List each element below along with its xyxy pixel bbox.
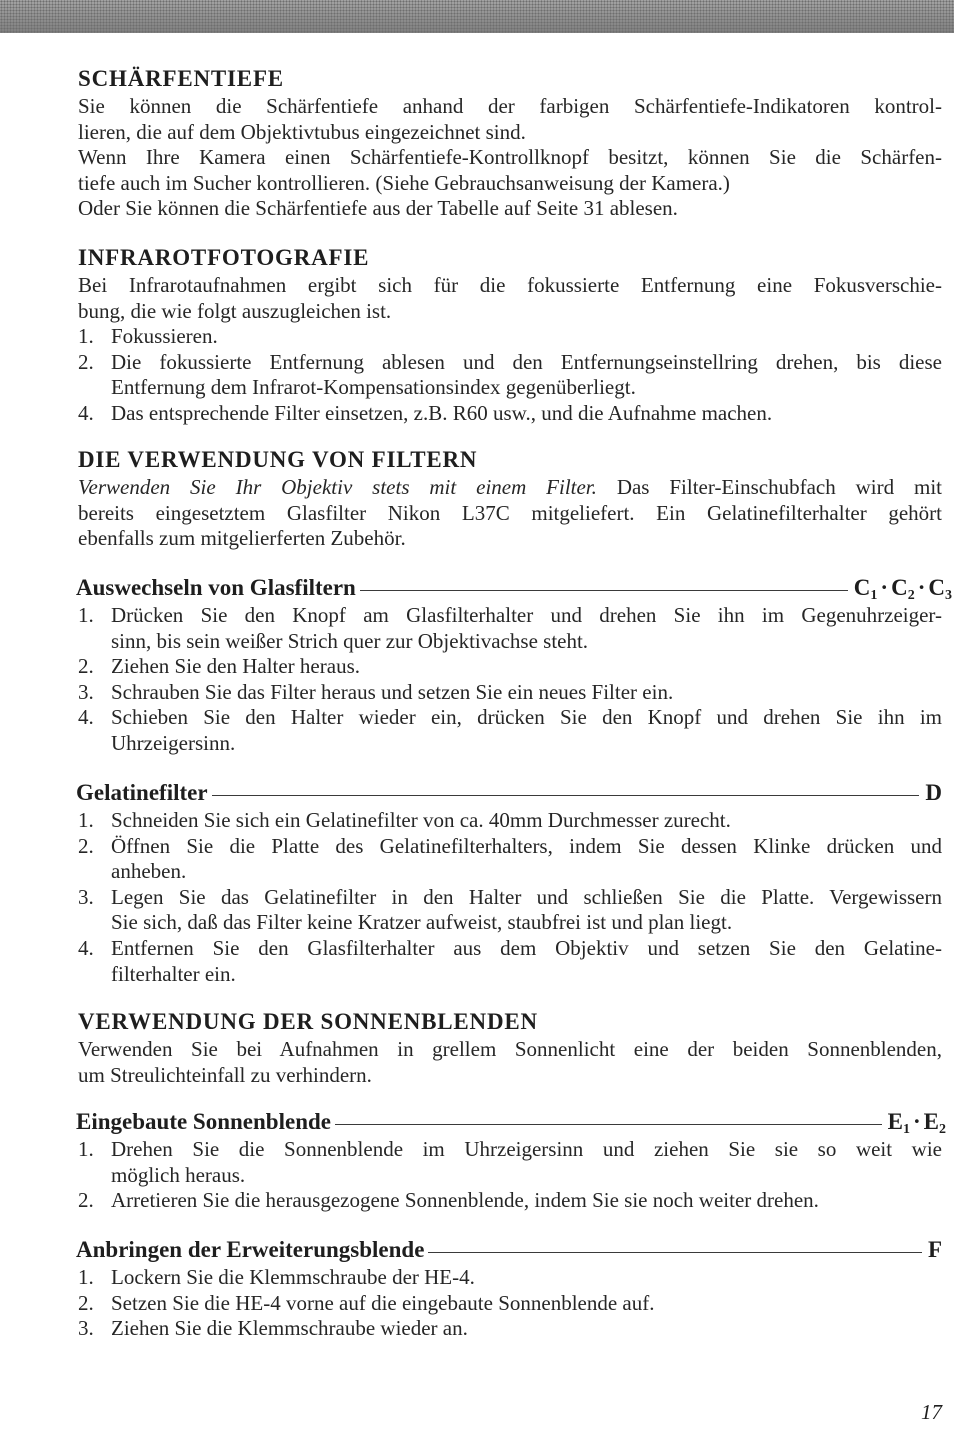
list-number: 1. (78, 324, 94, 349)
subsection-heading-row (76, 1108, 946, 1136)
list-number: 2. (78, 1188, 94, 1213)
section-builtin-hood (78, 1108, 946, 1214)
text-line: Öffnen Sie die Platte des Gelatinefilterhalters, indem Sie dessen Klinke drücken und (111, 833, 942, 858)
subsection-heading-row (76, 779, 942, 807)
list-number: 2. (78, 654, 94, 679)
text-line: Sie können die Schärfentiefe anhand der farbigen Schärfentiefe-Indikatoren kontrol- (78, 94, 942, 118)
text-line: Bei Infrarotaufnahmen ergibt sich für die fokussierte Entfernung eine Fokusverschie- (78, 273, 942, 297)
text-line (78, 475, 942, 501)
text-line: Arretieren Sie die herausgezogene Sonnenblende, indem Sie sie noch weiter drehen. (111, 1188, 819, 1213)
text-line: ebenfalls zum mitgelierferten Zubehör. (78, 526, 406, 551)
list-item (78, 1316, 942, 1342)
list-number: 1. (78, 1137, 94, 1161)
list-item (78, 324, 942, 350)
list-item (78, 1188, 942, 1214)
text-line: Legen Sie das Gelatinefilter in den Halter und schließen Sie die Platte. Vergewissern (111, 884, 942, 909)
text-line: möglich heraus. (111, 1162, 246, 1187)
list-item (78, 1137, 942, 1188)
text-line: bereits eingesetztem Glasfilter Nikon L37C mitgeliefert. Ein Gelatinefilterhalter gehört (78, 500, 942, 525)
text-line: filterhalter ein. (111, 961, 236, 986)
text-line: Oder Sie können die Schärfentiefe aus der Tabelle auf Seite 31 ablesen. (78, 196, 678, 221)
figure-code: F (927, 1237, 942, 1262)
step-list (78, 1137, 942, 1214)
text-line: Das entsprechende Filter einsetzen, z.B. R60 usw., und die Aufnahme machen. (111, 400, 773, 425)
text-line: Schieben Sie den Halter wieder ein, drücken Sie den Knopf und drehen Sie ihn im (111, 705, 942, 730)
list-number: 2. (78, 1290, 94, 1315)
code-letter: E (923, 1109, 939, 1134)
list-number: 2. (78, 349, 94, 374)
leader-rule (212, 795, 920, 796)
list-item (78, 705, 942, 756)
subsection-title: Anbringen der Erweiterungsblende (76, 1237, 425, 1262)
text-line: Drehen Sie die Sonnenblende im Uhrzeigersinn und ziehen Sie sie so weit wie (111, 1137, 942, 1161)
list-number: 3. (78, 884, 94, 909)
list-number: 1. (78, 808, 94, 832)
text-line: anheben. (111, 859, 187, 884)
section-heading: VERWENDUNG DER SONNENBLENDEN (78, 1009, 538, 1034)
section-glass-filters (78, 574, 952, 757)
code-letter: C (891, 575, 908, 600)
subsection-title: Gelatinefilter (76, 780, 208, 805)
code-separator: · (880, 575, 889, 600)
text-line: Wenn Ihre Kamera einen Schärfentiefe-Kontrollknopf besitzt, können Sie die Schärfen- (78, 145, 942, 170)
list-number: 1. (78, 1265, 94, 1289)
text-line: Verwenden Sie bei Aufnahmen in grellem Sonnenlicht eine der beiden Sonnenblenden, (78, 1037, 942, 1061)
text-line: Die fokussierte Entfernung ablesen und den Entfernungseinstellring drehen, bis diese (111, 349, 942, 374)
list-item (78, 654, 942, 680)
emphasis-text: Verwenden Sie Ihr Objektiv stets mit einem Filter. (78, 475, 597, 499)
code-separator: · (917, 575, 926, 600)
list-number: 2. (78, 833, 94, 858)
list-number: 1. (78, 603, 94, 627)
section-heading: DIE VERWENDUNG VON FILTERN (78, 447, 478, 472)
section-lens-hoods (78, 1008, 942, 1088)
text-line: Lockern Sie die Klemmschraube der HE-4. (111, 1265, 475, 1289)
list-item (78, 1265, 942, 1291)
code-subscript: 3 (945, 588, 952, 603)
list-item (78, 603, 942, 654)
subsection-title: Eingebaute Sonnenblende (76, 1109, 331, 1134)
figure-code (854, 575, 952, 601)
section-heading: INFRAROTFOTOGRAFIE (78, 245, 370, 270)
section-infrared (78, 244, 942, 427)
text-line: Fokussieren. (111, 324, 218, 349)
section-gelatin-filter (78, 779, 942, 987)
text-line: sinn, bis sein weißer Strich quer zur Objektivachse steht. (111, 628, 589, 653)
section-filters (78, 446, 942, 552)
list-item (78, 350, 942, 401)
code-letter: C (928, 575, 945, 600)
list-item (78, 808, 942, 834)
list-item (78, 401, 942, 427)
list-item (78, 834, 942, 885)
text-line: Setzen Sie die HE-4 vorne auf die eingebaute Sonnenblende auf. (111, 1290, 655, 1315)
list-number: 3. (78, 1316, 94, 1341)
subsection-heading-row (76, 1236, 942, 1264)
section-heading: SCHÄRFENTIEFE (78, 66, 284, 91)
section-extension-hood (78, 1236, 942, 1342)
list-item (78, 936, 942, 987)
text-line: Entfernen Sie den Glasfilterhalter aus dem Objektiv und setzen Sie den Gelatine- (111, 935, 942, 960)
code-letter: C (853, 575, 871, 600)
text-line: tiefe auch im Sucher kontrollieren. (Siehe Gebrauchsanweisung der Kamera.) (78, 170, 730, 195)
subsection-heading-row (76, 574, 952, 602)
list-item (78, 680, 942, 706)
list-number: 4. (78, 705, 94, 730)
leader-rule (360, 590, 848, 591)
subsection-title: Auswechseln von Glasfiltern (76, 575, 356, 600)
section-depth-of-field (78, 65, 942, 222)
text-line: Sie sich, daß das Filter keine Kratzer aufweist, staubfrei ist und plan liegt. (111, 910, 733, 935)
code-separator: · (912, 1109, 921, 1134)
list-item (78, 1291, 942, 1317)
figure-code: D (925, 780, 942, 805)
list-number: 4. (78, 935, 94, 960)
text-line: Drücken Sie den Knopf am Glasfilterhalter und drehen Sie ihn im Gegenuhrzeiger- (111, 603, 942, 627)
text-line: Schneiden Sie sich ein Gelatinefilter von ca. 40mm Durchmesser zurecht. (111, 808, 731, 832)
text-line: bung, die wie folgt auszugleichen ist. (78, 298, 392, 323)
code-subscript: 1 (870, 588, 878, 603)
page-number: 17 (921, 1400, 942, 1424)
list-item (78, 885, 942, 936)
figure-code (888, 1109, 946, 1135)
code-subscript: 1 (902, 1122, 910, 1137)
text-line: um Streulichteinfall zu verhindern. (78, 1062, 372, 1087)
text-line: lieren, die auf dem Objektivtubus eingezeichnet sind. (78, 119, 526, 144)
leader-rule (335, 1124, 882, 1125)
text-line: Ziehen Sie die Klemmschraube wieder an. (111, 1316, 468, 1341)
code-subscript: 2 (939, 1122, 946, 1137)
text-line: Schrauben Sie das Filter heraus und setzen Sie ein neues Filter ein. (111, 679, 674, 704)
text-line: Uhrzeigersinn. (111, 730, 236, 755)
leader-rule (428, 1252, 922, 1253)
scan-top-band (0, 0, 954, 33)
list-number: 4. (78, 400, 94, 425)
list-number: 3. (78, 679, 94, 704)
text-line: Entfernung dem Infrarot-Kompensationsindex gegenüberliegt. (111, 375, 636, 400)
step-list (78, 603, 942, 757)
text-line: Ziehen Sie den Halter heraus. (111, 654, 360, 679)
code-subscript: 2 (907, 588, 915, 603)
text-span: Das Filter-Einschubfach wird mit (616, 475, 943, 499)
code-letter: E (887, 1109, 903, 1134)
